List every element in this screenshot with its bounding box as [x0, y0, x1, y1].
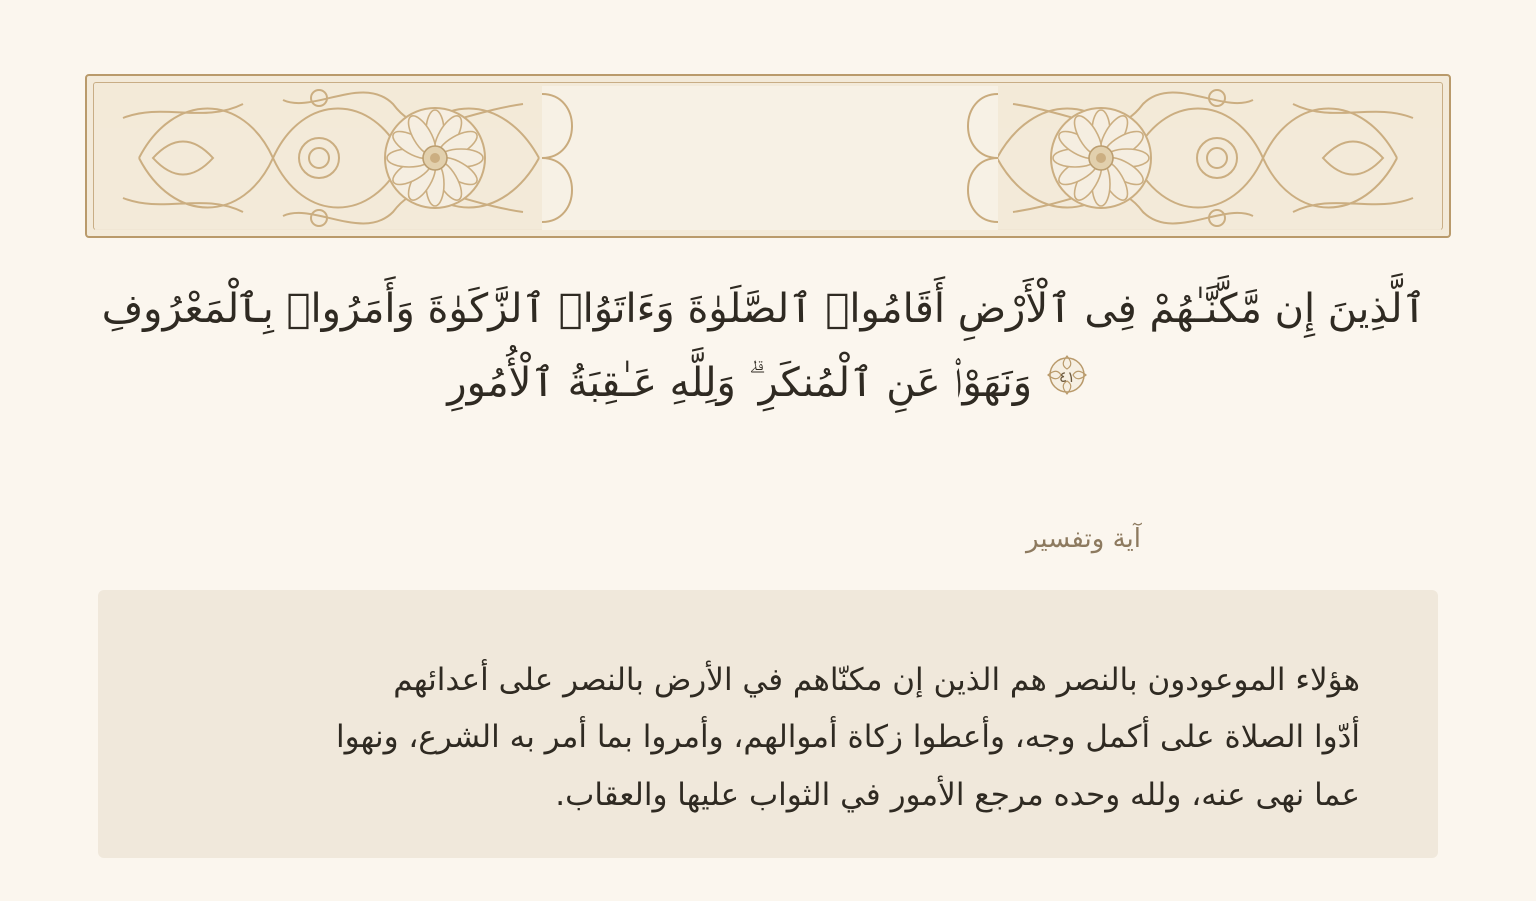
section-label: آية وتفسير [1026, 524, 1141, 554]
ayah-end-marker-icon [1045, 353, 1089, 418]
tafsir-line-3: عما نهى عنه، ولله وحده مرجع الأمور في الثواب عليها والعقاب. [555, 776, 1360, 813]
arabesque-ornament-icon [993, 84, 1441, 228]
ayah-line-1: ٱلَّذِينَ إِن مَّكَّنَّـٰهُمْ فِى ٱلْأَرْضِ أَقَامُوا۟ ٱلصَّلَوٰةَ وَءَاتَوُا۟ ٱلزَّكَوٰةَ وَأَمَرُوا۟ بِٱلْمَعْرُوفِ [101, 286, 1426, 332]
tafsir-panel [98, 590, 1438, 858]
ayah-line-2-text: وَنَهَوْا۟ عَنِ ٱلْمُنكَرِ ۗ وَلِلَّهِ عَـٰقِبَةُ ٱلْأُمُورِ [447, 360, 1033, 406]
svg-text:٤١: ٤١ [1058, 367, 1075, 386]
tafsir-line-1: هؤلاء الموعودون بالنصر هم الذين إن مكنّاهم في الأرض بالنصر على أعدائهم [393, 662, 1360, 698]
cartouche-frame-icon [542, 86, 998, 230]
tafsir-line-2: أدّوا الصلاة على أكمل وجه، وأعطوا زكاة أموالهم، وأمروا بما أمر به الشرع، ونهوا [336, 719, 1360, 756]
surah-header-banner [85, 74, 1451, 238]
ayah-text [101, 272, 1426, 420]
arabesque-ornament-icon [95, 84, 543, 228]
surah-title-cartouche [542, 86, 998, 226]
ayah-line-2 [110, 346, 1426, 420]
